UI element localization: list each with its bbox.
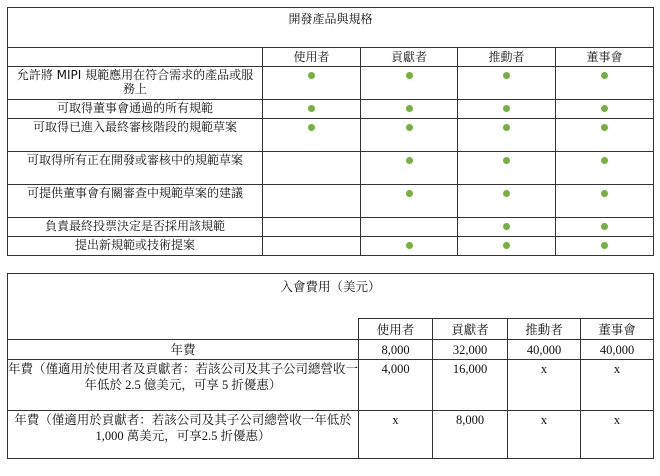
included-dot-icon — [406, 124, 413, 131]
col-header-board: 董事會 — [556, 48, 654, 67]
benefit-row — [8, 218, 654, 237]
col-header-user: 使用者 — [263, 48, 361, 67]
benefit-cell — [458, 185, 556, 218]
fee-value: x — [581, 360, 654, 411]
benefit-cell — [361, 237, 458, 256]
included-dot-icon — [308, 72, 315, 79]
benefit-cell — [263, 185, 361, 218]
benefit-row — [8, 185, 654, 218]
benefit-row — [8, 100, 654, 119]
fee-row — [8, 340, 654, 360]
benefit-cell — [263, 152, 361, 185]
included-dot-icon — [308, 124, 315, 131]
included-dot-icon — [601, 190, 608, 197]
fee-value: 32,000 — [433, 340, 508, 360]
benefit-cell — [263, 218, 361, 237]
included-dot-icon — [503, 157, 510, 164]
benefit-row — [8, 67, 654, 100]
col-header-contributor: 貢獻者 — [361, 48, 458, 67]
membership-benefits-table — [7, 7, 654, 256]
fee-value: x — [508, 360, 581, 411]
included-dot-icon — [406, 242, 413, 249]
included-dot-icon — [601, 105, 608, 112]
benefit-cell — [556, 67, 654, 100]
included-dot-icon — [601, 242, 608, 249]
benefit-cell — [556, 185, 654, 218]
included-dot-icon — [601, 124, 608, 131]
included-dot-icon — [406, 190, 413, 197]
included-dot-icon — [503, 124, 510, 131]
included-dot-icon — [406, 72, 413, 79]
included-dot-icon — [503, 72, 510, 79]
benefit-label: 可取得董事會通過的所有規範 — [8, 100, 263, 119]
included-dot-icon — [503, 105, 510, 112]
benefit-cell — [361, 218, 458, 237]
included-dot-icon — [503, 190, 510, 197]
fee-value: x — [359, 411, 433, 459]
benefit-cell — [458, 119, 556, 152]
benefit-cell — [556, 237, 654, 256]
fee-row — [8, 360, 654, 411]
benefit-label: 允許將 MIPI 規範應用在符合需求的產品或服務上 — [8, 67, 263, 100]
benefits-title: 開發產品與規格 — [8, 8, 654, 48]
benefit-cell — [458, 100, 556, 119]
fee-col-header-board: 董事會 — [581, 319, 654, 340]
included-dot-icon — [308, 105, 315, 112]
benefit-cell — [263, 237, 361, 256]
benefit-cell — [263, 100, 361, 119]
included-dot-icon — [601, 72, 608, 79]
included-dot-icon — [503, 223, 510, 230]
fee-col-header-user: 使用者 — [359, 319, 433, 340]
included-dot-icon — [406, 105, 413, 112]
benefit-cell — [361, 185, 458, 218]
benefit-cell — [556, 100, 654, 119]
fee-label: 年費（僅適用於使用者及貢獻者：若該公司及其子公司總營收一年低於 2.5 億美元，可享 5 折優惠） — [8, 360, 359, 411]
benefit-label: 可取得所有正在開發或審核中的規範草案 — [8, 152, 263, 185]
benefit-cell — [458, 152, 556, 185]
col-header-promoter: 推動者 — [458, 48, 556, 67]
fees-title: 入會費用（美元） — [8, 274, 654, 319]
fee-value: 8,000 — [433, 411, 508, 459]
benefit-label: 提出新規範或技術提案 — [8, 237, 263, 256]
benefit-cell — [361, 100, 458, 119]
included-dot-icon — [601, 223, 608, 230]
fee-label: 年費（僅適用於貢獻者：若該公司及其子公司總營收一年低於 1,000 萬美元，可享2.5 折優惠） — [8, 411, 359, 459]
fee-col-header-contributor: 貢獻者 — [433, 319, 508, 340]
benefit-cell — [556, 152, 654, 185]
benefit-cell — [361, 67, 458, 100]
benefit-row — [8, 119, 654, 152]
benefit-row — [8, 237, 654, 256]
fees-header-blank — [8, 319, 359, 340]
fee-value: 40,000 — [581, 340, 654, 360]
benefit-cell — [458, 237, 556, 256]
benefit-cell — [361, 152, 458, 185]
membership-fees-table — [7, 273, 654, 459]
benefit-cell — [263, 119, 361, 152]
fee-value: 8,000 — [359, 340, 433, 360]
benefit-row — [8, 152, 654, 185]
included-dot-icon — [503, 242, 510, 249]
benefit-cell — [556, 218, 654, 237]
benefit-cell — [361, 119, 458, 152]
benefit-cell — [263, 67, 361, 100]
fee-label: 年費 — [8, 340, 359, 360]
benefit-cell — [458, 218, 556, 237]
fee-value: 40,000 — [508, 340, 581, 360]
fee-col-header-promoter: 推動者 — [508, 319, 581, 340]
benefit-cell — [556, 119, 654, 152]
fee-value: 4,000 — [359, 360, 433, 411]
fee-value: x — [581, 411, 654, 459]
fee-value: 16,000 — [433, 360, 508, 411]
benefit-cell — [458, 67, 556, 100]
included-dot-icon — [601, 157, 608, 164]
fee-value: x — [508, 411, 581, 459]
benefit-label: 負責最終投票決定是否採用該規範 — [8, 218, 263, 237]
benefit-label: 可提供董事會有關審查中規範草案的建議 — [8, 185, 263, 218]
header-blank — [8, 48, 263, 67]
benefit-label: 可取得已進入最終審核階段的規範草案 — [8, 119, 263, 152]
included-dot-icon — [406, 157, 413, 164]
fee-row — [8, 411, 654, 459]
